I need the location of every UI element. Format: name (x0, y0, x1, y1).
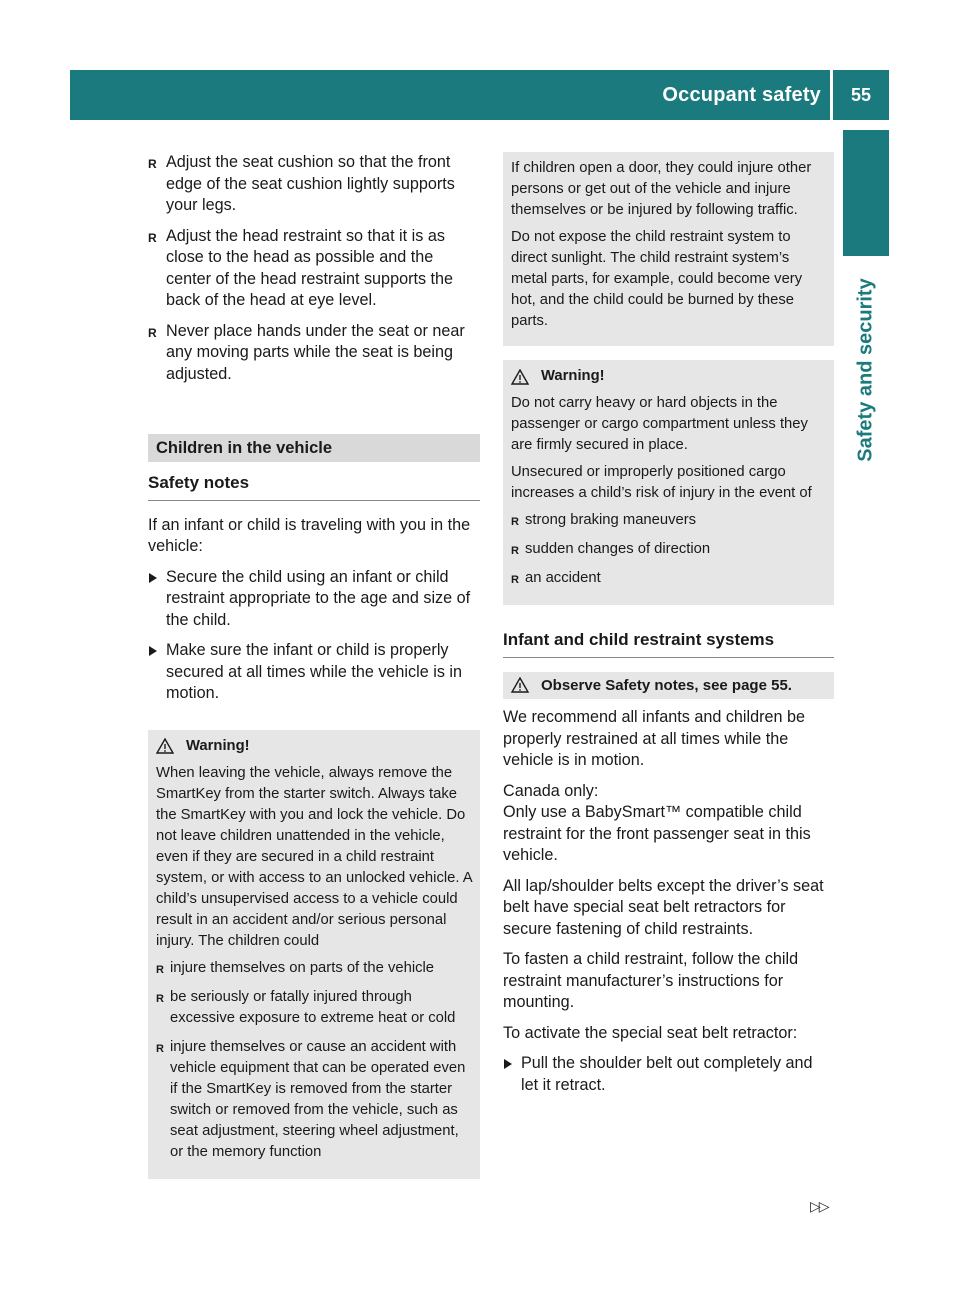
list-item: R injure themselves on parts of the vehicle (156, 958, 472, 979)
warning-title: Warning! (541, 368, 605, 384)
list-item: R Never place hands under the seat or near any moving parts while the seat is being adjusted. (148, 321, 480, 386)
header-divider (830, 70, 833, 120)
paragraph: Only use a BabySmart™ compatible child restraint for the front passenger seat in this vehicle. (503, 803, 811, 864)
list-item: R be seriously or fatally injured through excessive exposure to extreme heat or cold (156, 987, 472, 1029)
paragraph: Unsecured or improperly positioned cargo increases a child’s risk of injury in the event of (511, 464, 812, 501)
page-number: 55 (850, 85, 871, 105)
page-header (70, 70, 889, 120)
chapter-title: Occupant safety (662, 84, 821, 106)
warning-icon (511, 677, 529, 693)
step-item: Make sure the infant or child is properly secured at all times while the vehicle is in motion. (148, 640, 480, 705)
continue-marker: ▷▷ (810, 1198, 828, 1214)
observe-note (503, 672, 834, 700)
warning-icon (156, 738, 174, 754)
paragraph: We recommend all infants and children be properly restrained at all times while the vehicle is in motion. (503, 708, 806, 769)
list-item: R Adjust the seat cushion so that the front edge of the seat cushion lightly supports your legs. (148, 152, 480, 217)
left-column (148, 152, 480, 1179)
paragraph: Do not expose the child restraint system to direct sunlight. The child restraint system’s metal parts, for example, could become very hot, and the child could be burned by these parts. (511, 229, 803, 329)
warning-box (148, 730, 480, 1179)
warning-text: When leaving the vehicle, always remove the SmartKey from the starter switch. Always take the SmartKey with you and lock the vehicle. Do not leave children unattended in the vehicle, even if they are secured in a child restraint system, or with access to an unlocked vehicle. A child’s unsupervised access to a vehicle could result in an accident and/or serious personal injury. The children could (156, 764, 472, 949)
side-tab-marker (843, 130, 889, 256)
warning-box (503, 360, 834, 605)
paragraph: To activate the special seat belt retractor: (503, 1023, 798, 1042)
list-item: R sudden changes of direction (511, 539, 826, 560)
list-item: R strong braking maneuvers (511, 510, 826, 531)
side-tab-label: Safety and security (854, 278, 877, 462)
warning-box-continued (503, 152, 834, 346)
paragraph: To fasten a child restraint, follow the child restraint manufacturer’s instructions for mounting. (503, 950, 799, 1011)
observe-text: Observe Safety notes, see page 55. (541, 676, 792, 694)
list-item: R an accident (511, 568, 826, 589)
paragraph: If an infant or child is traveling with you in the vehicle: (148, 515, 471, 555)
paragraph: All lap/shoulder belts except the driver’s seat belt have special seat belt retractors for secure fastening of child restraints. (503, 876, 824, 938)
subheading: Safety notes (148, 472, 480, 501)
step-item: Secure the child using an infant or child restraint appropriate to the age and size of the child. (148, 567, 480, 632)
section-title: Children in the vehicle (148, 434, 480, 462)
warning-title: Warning! (186, 737, 250, 754)
list-item: R injure themselves or cause an accident with vehicle equipment that can be operated even if the SmartKey is removed from the starter switch or removed from the vehicle, such as seat adjustment, steering wheel adjustment, or the memory function (156, 1037, 472, 1163)
right-column (503, 152, 834, 1105)
paragraph: If children open a door, they could injure other persons or get out of the vehicle and injure themselves or be injured by following traffic. (511, 160, 812, 218)
list-item: R Adjust the head restraint so that it is as close to the head as possible and the center of the head restraint supports the back of the head at eye level. (148, 226, 480, 312)
step-item: Pull the shoulder belt out completely and let it retract. (503, 1053, 834, 1096)
warning-icon (511, 369, 529, 385)
paragraph: Do not carry heavy or hard objects in the passenger or cargo compartment unless they are firmly secured in place. (511, 395, 808, 453)
paragraph: Canada only: (503, 781, 599, 800)
subheading: Infant and child restraint systems (503, 629, 834, 658)
